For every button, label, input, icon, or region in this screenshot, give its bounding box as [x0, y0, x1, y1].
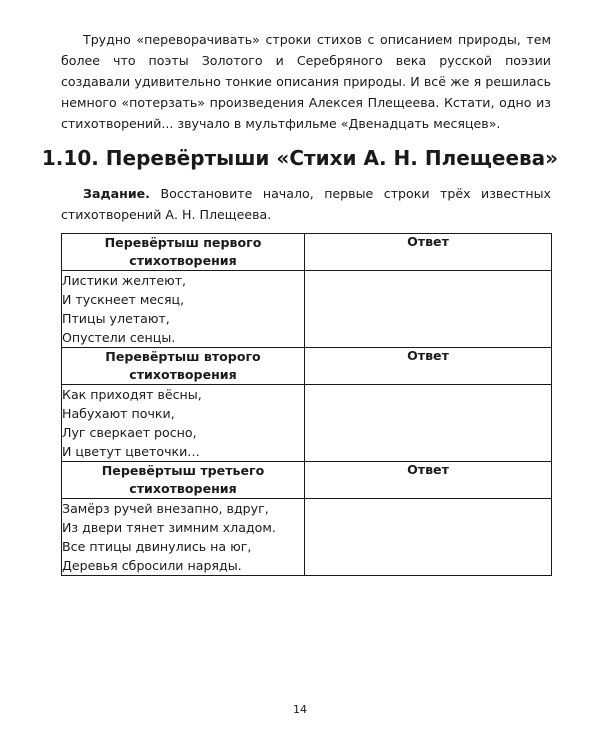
page-number: 14: [293, 703, 307, 716]
poem-3-header: Перевёртыш третьего стихотворения: [62, 462, 305, 499]
poems-table: [61, 233, 552, 576]
poem-line: И цветут цветочки…: [62, 444, 200, 459]
poem-line: Листики желтеют,: [62, 273, 187, 288]
poem-line: Замёрз ручей внезапно, вдруг,: [62, 501, 269, 516]
poem-2-header: Перевёртыш второго стихотворения: [62, 348, 305, 385]
table-row: [62, 499, 552, 576]
table-header-row: [62, 234, 552, 271]
poem-2-lines: [62, 385, 305, 462]
task-text: Восстановите начало, первые строки трёх известных стихотворений А. Н. Плещеева.: [61, 186, 551, 222]
answer-cell-2[interactable]: [305, 385, 552, 462]
answer-header-2: Ответ: [305, 348, 552, 385]
table-row: [62, 271, 552, 348]
poem-line: Опустели сенцы.: [62, 330, 176, 345]
poem-line: Набухают почки,: [62, 406, 175, 421]
poem-line: Все птицы двинулись на юг,: [62, 539, 252, 554]
task-paragraph: [61, 183, 551, 225]
poem-1-lines: [62, 271, 305, 348]
answer-header-1: Ответ: [305, 234, 552, 271]
section-heading: 1.10. Перевёртыши «Стихи А. Н. Плещеева»: [41, 146, 559, 170]
poem-line: Луг сверкает росно,: [62, 425, 197, 440]
intro-paragraph: Трудно «переворачивать» строки стихов с описанием природы, тем более что поэты Золотого и Серебряного века русской поэзии создавали удивительно тонкие описания природы. И всё же я решилась немного «потерзать» произведения Алексея Плещеева. Кстати, одно из стихотворений... звучало в мультфильме «Двенадцать месяцев».: [61, 32, 551, 131]
answer-cell-3[interactable]: [305, 499, 552, 576]
poem-line: Из двери тянет зимним хладом.: [62, 520, 276, 535]
answer-cell-1[interactable]: [305, 271, 552, 348]
table-row: [62, 385, 552, 462]
poem-line: И тускнеет месяц,: [62, 292, 185, 307]
poem-line: Как приходят вёсны,: [62, 387, 202, 402]
poem-line: Птицы улетают,: [62, 311, 170, 326]
poem-line: Деревья сбросили наряды.: [62, 558, 242, 573]
table-header-row: [62, 462, 552, 499]
task-label: Задание.: [83, 186, 150, 201]
table-header-row: [62, 348, 552, 385]
answer-header-3: Ответ: [305, 462, 552, 499]
poem-1-header: Перевёртыш первого стихотворения: [62, 234, 305, 271]
poem-3-lines: [62, 499, 305, 576]
